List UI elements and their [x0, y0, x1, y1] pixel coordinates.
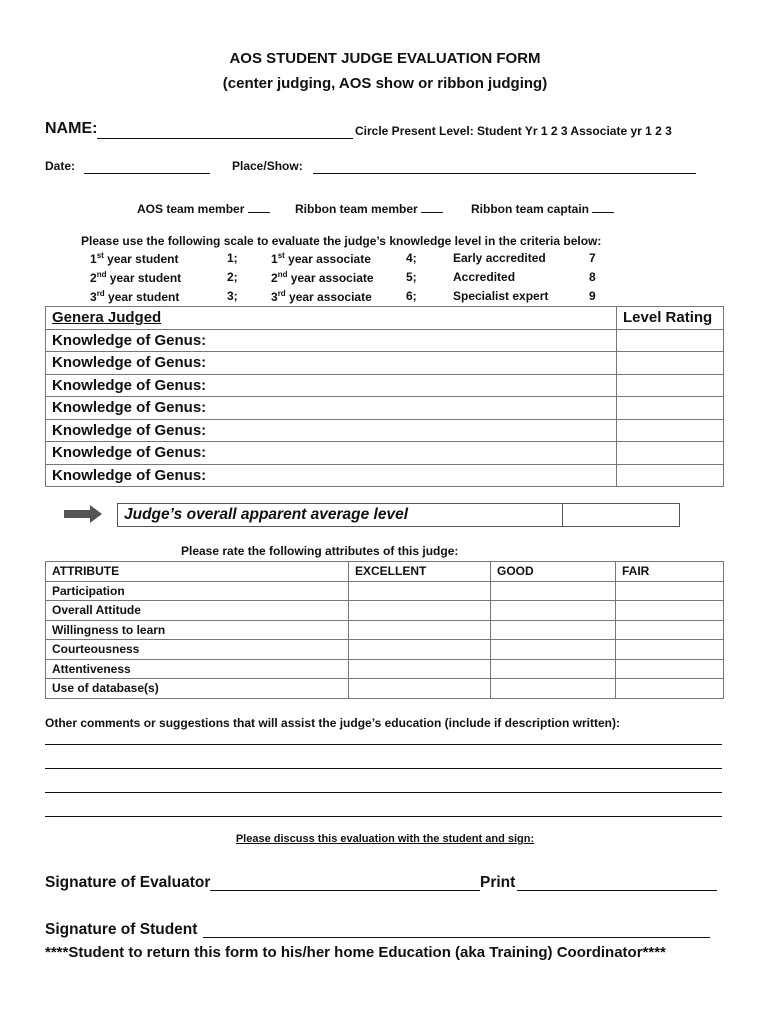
attribute-header-row	[46, 562, 724, 582]
attribute-label: Willingness to learn	[46, 620, 349, 640]
genus-label: Knowledge of Genus:	[46, 442, 617, 465]
table-row	[46, 397, 724, 420]
role-ribbon-captain-label: Ribbon team captain	[471, 202, 590, 216]
attribute-table	[45, 561, 724, 699]
table-row	[46, 601, 724, 621]
scale-accredited-level: Specialist expert	[453, 289, 549, 303]
print-label: Print	[480, 874, 516, 891]
good-cell[interactable]	[491, 659, 616, 679]
excellent-cell[interactable]	[349, 640, 491, 660]
role-ribbon-captain-blank[interactable]	[592, 200, 614, 213]
attribute-label: Attentiveness	[46, 659, 349, 679]
good-cell[interactable]	[491, 640, 616, 660]
table-row	[46, 581, 724, 601]
level-rating-cell[interactable]	[617, 419, 724, 442]
genus-label: Knowledge of Genus:	[46, 397, 617, 420]
name-label: NAME:	[45, 120, 98, 137]
scale-accredited-level: Early accredited	[453, 251, 546, 265]
evaluator-signature-field[interactable]	[210, 876, 480, 891]
scale-row	[0, 289, 770, 307]
scale-row	[0, 251, 770, 269]
table-row	[46, 374, 724, 397]
comment-line[interactable]	[45, 744, 722, 745]
role-aos-team	[137, 200, 270, 216]
table-row	[46, 352, 724, 375]
fair-cell[interactable]	[616, 581, 724, 601]
place-label: Place/Show:	[232, 159, 303, 173]
fair-cell[interactable]	[616, 620, 724, 640]
scale-row	[0, 270, 770, 288]
good-header: GOOD	[491, 562, 616, 582]
scale-associate-level: 2nd year associate	[271, 270, 374, 285]
scale-instructions: Please use the following scale to evaluate the judge’s knowledge level in the criteria below:	[81, 234, 602, 248]
role-ribbon-captain	[471, 200, 614, 216]
scale-number: 1;	[227, 251, 238, 265]
good-cell[interactable]	[491, 601, 616, 621]
student-signature-field[interactable]	[203, 923, 710, 938]
table-row	[46, 329, 724, 352]
scale-number: 9	[589, 289, 596, 303]
scale-number: 7	[589, 251, 596, 265]
genus-label: Knowledge of Genus:	[46, 352, 617, 375]
scale-accredited-level: Accredited	[453, 270, 516, 284]
circle-level-text: Circle Present Level: Student Yr 1 2 3 Associate yr 1 2 3	[355, 124, 672, 138]
comment-line[interactable]	[45, 768, 722, 769]
average-level-label-box	[117, 503, 563, 527]
table-row	[46, 620, 724, 640]
excellent-cell[interactable]	[349, 601, 491, 621]
comment-line[interactable]	[45, 816, 722, 817]
level-rating-cell[interactable]	[617, 374, 724, 397]
level-rating-cell[interactable]	[617, 397, 724, 420]
discuss-note: Please discuss this evaluation with the student and sign:	[235, 833, 535, 845]
role-aos-team-blank[interactable]	[248, 200, 270, 213]
genus-label: Knowledge of Genus:	[46, 419, 617, 442]
good-cell[interactable]	[491, 679, 616, 699]
good-cell[interactable]	[491, 620, 616, 640]
excellent-cell[interactable]	[349, 581, 491, 601]
fair-cell[interactable]	[616, 601, 724, 621]
form-subtitle: (center judging, AOS show or ribbon judging)	[222, 75, 548, 92]
scale-associate-level: 3rd year associate	[271, 289, 372, 304]
print-name-field[interactable]	[517, 876, 717, 891]
genera-header-row	[46, 307, 724, 330]
level-rating-cell[interactable]	[617, 442, 724, 465]
role-ribbon-member	[295, 200, 443, 216]
table-row	[46, 419, 724, 442]
average-level-input[interactable]	[562, 503, 680, 527]
scale-number: 2;	[227, 270, 238, 284]
table-row	[46, 640, 724, 660]
name-field[interactable]	[97, 124, 353, 139]
level-rating-cell[interactable]	[617, 329, 724, 352]
scale-number: 6;	[406, 289, 417, 303]
table-row	[46, 442, 724, 465]
scale-number: 5;	[406, 270, 417, 284]
scale-number: 8	[589, 270, 596, 284]
excellent-cell[interactable]	[349, 659, 491, 679]
genera-header: Genera Judged	[46, 307, 617, 330]
place-field[interactable]	[313, 160, 696, 174]
date-field[interactable]	[84, 160, 210, 174]
role-ribbon-member-blank[interactable]	[421, 200, 443, 213]
scale-associate-level: 1st year associate	[271, 251, 371, 266]
form-title: AOS STUDENT JUDGE EVALUATION FORM	[229, 50, 541, 67]
date-label: Date:	[45, 159, 76, 173]
scale-student-level: 3rd year student	[90, 289, 180, 304]
attribute-label: Use of database(s)	[46, 679, 349, 699]
role-aos-team-label: AOS team member	[137, 202, 245, 216]
scale-student-level: 1st year student	[90, 251, 179, 266]
genus-label: Knowledge of Genus:	[46, 464, 617, 487]
scale-number: 3;	[227, 289, 238, 303]
excellent-cell[interactable]	[349, 679, 491, 699]
genus-label: Knowledge of Genus:	[46, 329, 617, 352]
fair-cell[interactable]	[616, 659, 724, 679]
comments-label: Other comments or suggestions that will assist the judge’s education (include if description written):	[45, 716, 620, 730]
student-signature-label: Signature of Student	[45, 921, 198, 938]
level-rating-cell[interactable]	[617, 464, 724, 487]
attribute-instructions: Please rate the following attributes of this judge:	[181, 544, 459, 558]
excellent-header: EXCELLENT	[349, 562, 491, 582]
table-row	[46, 679, 724, 699]
level-rating-cell[interactable]	[617, 352, 724, 375]
fair-header: FAIR	[616, 562, 724, 582]
fair-cell[interactable]	[616, 679, 724, 699]
good-cell[interactable]	[491, 581, 616, 601]
scale-number: 4;	[406, 251, 417, 265]
arrow-right-icon	[64, 505, 104, 523]
average-level-label: Judge’s overall apparent average level	[124, 506, 409, 523]
genera-table	[45, 306, 724, 487]
genus-label: Knowledge of Genus:	[46, 374, 617, 397]
role-ribbon-member-label: Ribbon team member	[295, 202, 418, 216]
evaluator-signature-label: Signature of Evaluator	[45, 874, 211, 891]
return-note: ****Student to return this form to his/her home Education (aka Training) Coordinator****	[45, 944, 666, 961]
attribute-label: Overall Attitude	[46, 601, 349, 621]
excellent-cell[interactable]	[349, 620, 491, 640]
attribute-header: ATTRIBUTE	[46, 562, 349, 582]
scale-student-level: 2nd year student	[90, 270, 182, 285]
level-rating-header: Level Rating	[617, 307, 724, 330]
attribute-label: Participation	[46, 581, 349, 601]
comment-line[interactable]	[45, 792, 722, 793]
fair-cell[interactable]	[616, 640, 724, 660]
attribute-label: Courteousness	[46, 640, 349, 660]
table-row	[46, 464, 724, 487]
table-row	[46, 659, 724, 679]
